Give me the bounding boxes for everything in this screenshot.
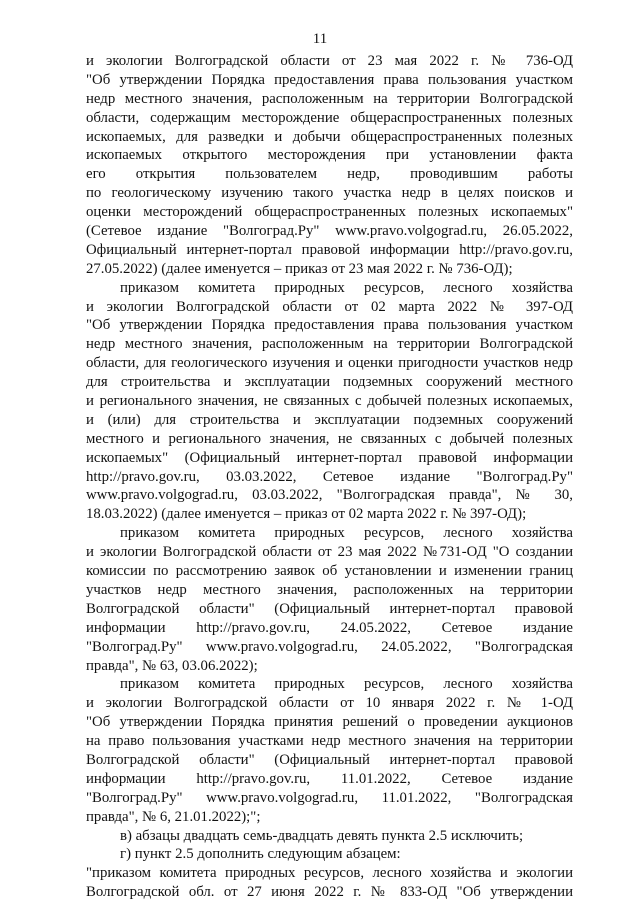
text-line: местного и регионального значения, не связанных с добычей полезных xyxy=(86,430,573,447)
paragraph xyxy=(86,845,573,864)
text-line: ископаемых открытого месторождения при установлении факта xyxy=(86,147,573,164)
text-line: и (или) для строительства и эксплуатации подземных сооружений xyxy=(86,411,573,428)
text-line: информации http://pravo.gov.ru, 11.01.2022, Сетевое издание xyxy=(86,770,573,787)
text-line: и регионального значения, не связанных с добычей полезных ископаемых, xyxy=(86,393,573,410)
text-line: приказом комитета природных ресурсов, лесного хозяйства xyxy=(120,525,573,542)
text-line: Волгоградской обл. от 27 июня 2022 г. № 833-ОД "Об утверждении xyxy=(86,884,573,901)
paragraph xyxy=(86,524,573,675)
text-line: и экологии Волгоградской области от 10 января 2022 г. № 1-ОД xyxy=(86,695,573,712)
paragraph xyxy=(86,279,573,525)
text-line: 18.03.2022) (далее именуется – приказ от 02 марта 2022 г. № 397-ОД); xyxy=(86,506,527,523)
paragraph xyxy=(86,864,573,902)
text-line: www.pravo.volgograd.ru, 03.03.2022, "Волгоградская правда", № 30, xyxy=(86,487,573,504)
text-line: "приказом комитета природных ресурсов, лесного хозяйства и экологии xyxy=(86,865,573,882)
text-line: Волгоградской области" (Официальный интернет-портал правовой xyxy=(86,600,573,617)
text-line: по геологическому изучению такого участка недр в целях поисков и xyxy=(86,185,573,202)
page-number: 11 xyxy=(312,31,328,47)
text-line: http://pravo.gov.ru, 03.03.2022, Сетевое издание "Волгоград.Ру" xyxy=(86,468,573,485)
text-line: в) абзацы двадцать семь-двадцать девять пункта 2.5 исключить; xyxy=(120,827,524,844)
text-line: "Волгоград.Ру" www.pravo.volgograd.ru, 11.01.2022, "Волгоградская xyxy=(86,789,573,806)
text-line: правда", № 63, 03.06.2022); xyxy=(86,657,258,674)
paragraph xyxy=(86,827,573,846)
text-line: "Об утверждении Порядка предоставления права пользования участком xyxy=(86,71,573,88)
paragraph xyxy=(86,675,573,826)
document-body xyxy=(86,52,573,902)
text-line: Официальный интернет-портал правовой информации http://pravo.gov.ru, xyxy=(86,241,573,258)
text-line: на право пользования участками недр местного значения на территории xyxy=(86,733,573,750)
paragraph xyxy=(86,52,573,279)
text-line: недр местного значения, расположенным на территории Волгоградской xyxy=(86,336,573,353)
text-line: ископаемых" (Официальный интернет-портал правовой информации xyxy=(86,449,573,466)
text-line: и экологии Волгоградской области от 23 мая 2022 №731-ОД "О создании xyxy=(86,544,573,561)
text-line: недр местного значения, расположенным на территории Волгоградской xyxy=(86,90,573,107)
text-line: "Об утверждении Порядка принятия решений о проведении аукционов xyxy=(86,714,573,731)
text-line: его открытия пользователем недр, проводившим работы xyxy=(86,166,573,183)
text-line: и экологии Волгоградской области от 23 мая 2022 г. № 736-ОД xyxy=(86,53,573,69)
text-line: и экологии Волгоградской области от 02 марта 2022 № 397-ОД xyxy=(86,298,573,315)
text-line: приказом комитета природных ресурсов, лесного хозяйства xyxy=(120,279,573,296)
text-line: комиссии по рассмотрению заявок об установлении и изменении границ xyxy=(86,563,573,580)
text-line: участков недр местного значения, расположенных на территории xyxy=(86,581,573,598)
text-line: информации http://pravo.gov.ru, 24.05.2022, Сетевое издание xyxy=(86,619,573,636)
text-line: правда", № 6, 21.01.2022);"; xyxy=(86,808,261,825)
text-line: приказом комитета природных ресурсов, лесного хозяйства xyxy=(120,676,573,693)
text-line: 27.05.2022) (далее именуется – приказ от 23 мая 2022 г. № 736-ОД); xyxy=(86,260,513,277)
text-line: для строительства и эксплуатации подземных сооружений местного xyxy=(86,374,573,391)
text-line: г) пункт 2.5 дополнить следующим абзацем: xyxy=(120,846,401,863)
text-line: "Волгоград.Ру" www.pravo.volgograd.ru, 24.05.2022, "Волгоградская xyxy=(86,638,573,655)
text-line: ископаемых, для разведки и добычи общераспространенных полезных xyxy=(86,128,573,145)
text-line: оценки месторождений общераспространенных полезных ископаемых" xyxy=(86,204,573,221)
text-line: "Об утверждении Порядка предоставления права пользования участком xyxy=(86,317,573,334)
text-line: области, для геологического изучения и оценки пригодности участков недр xyxy=(86,355,573,372)
text-line: (Сетевое издание "Волгоград.Ру" www.pravo.volgograd.ru, 26.05.2022, xyxy=(86,223,573,240)
text-line: Волгоградской области" (Официальный интернет-портал правовой xyxy=(86,751,573,768)
text-line: области, содержащим месторождение общераспространенных полезных xyxy=(86,109,573,126)
